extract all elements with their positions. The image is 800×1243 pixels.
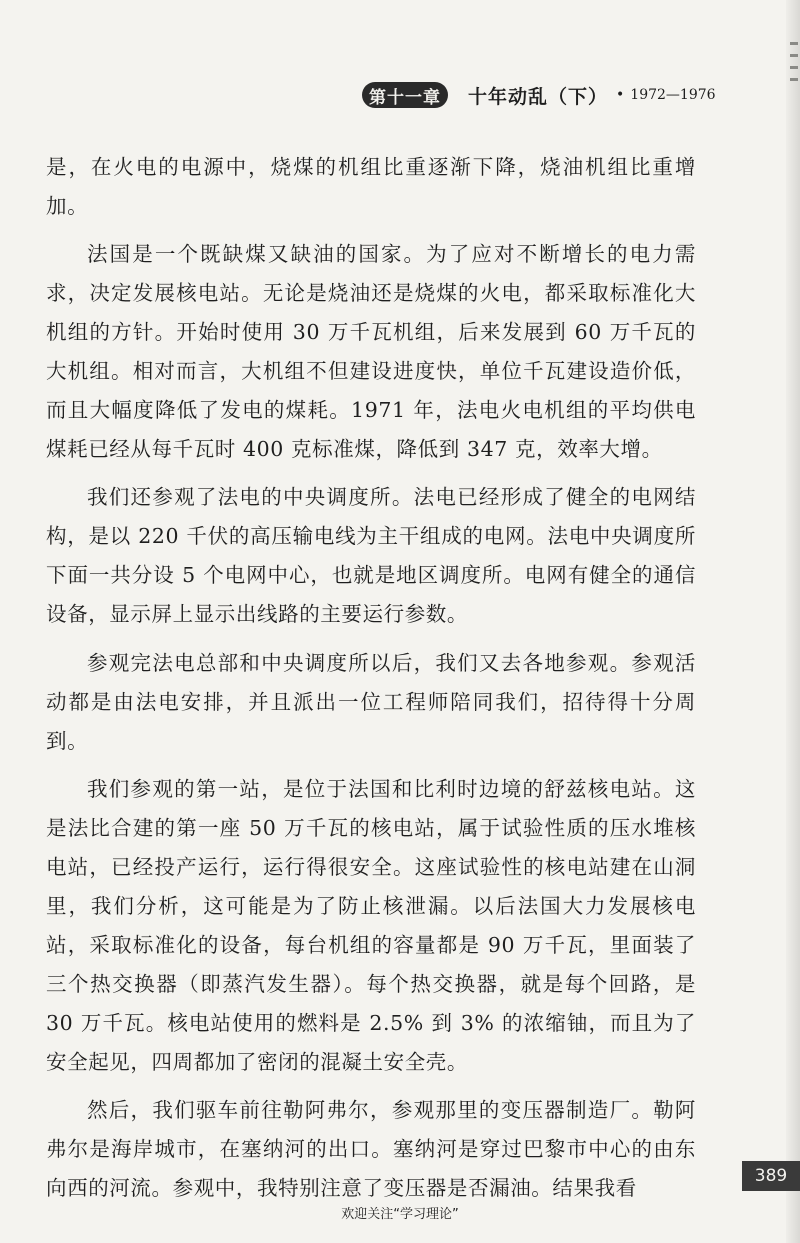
- running-header: [362, 78, 722, 112]
- paragraph: 是，在火电的电源中，烧煤的机组比重逐渐下降，烧油机组比重增加。: [46, 155, 696, 218]
- chapter-badge: 第十一章: [362, 82, 448, 108]
- edge-mark: [790, 66, 798, 69]
- paragraph: 法国是一个既缺煤又缺油的国家。为了应对不断增长的电力需求，决定发展核电站。无论是烧油还是烧煤的火电，都采取标准化大机组的方针。开始时使用 30 万千瓦机组，后来发展到 60 万千瓦的大机组。相对而言，大机组不但建设进度快，单位千瓦建设造价低，而且大幅度降低了发电的煤耗。1971 年，法电火电机组的平均供电煤耗已经从每千瓦时 400 克标准煤，降低到 347 克，效率大增。: [46, 242, 696, 462]
- paragraph: 然后，我们驱车前往勒阿弗尔，参观那里的变压器制造厂。勒阿弗尔是海岸城市，在塞纳河的出口。塞纳河是穿过巴黎市中心的由东向西的河流。参观中，我特别注意了变压器是否漏油。结果我看: [46, 1097, 696, 1200]
- paragraph: 我们参观的第一站，是位于法国和比利时边境的舒兹核电站。这是法比合建的第一座 50 万千瓦的核电站，属于试验性质的压水堆核电站，已经投产运行，运行得很安全。这座试验性的核电站建在山洞里，我们分析，这可能是为了防止核泄漏。以后法国大力发展核电站，采取标准化的设备，每台机组的容量都是 90 万千瓦，里面装了三个热交换器（即蒸汽发生器）。每个热交换器，就是每个回路，是 30 万千瓦。核电站使用的燃料是 2.5% 到 3% 的浓缩铀，而且为了安全起见，四周都加了密闭的混凝土安全壳。: [46, 776, 696, 1074]
- edge-mark: [790, 42, 798, 45]
- edge-mark: [790, 78, 798, 81]
- footer-note: 欢迎关注“学习理论”: [341, 1207, 459, 1222]
- edge-mark: [790, 54, 798, 57]
- chapter-title: 十年动乱（下）: [468, 85, 609, 108]
- page-edge: [786, 0, 800, 1243]
- paragraph: 我们还参观了法电的中央调度所。法电已经形成了健全的电网结构，是以 220 千伏的高压输电线为主干组成的电网。法电中央调度所下面一共分设 5 个电网中心，也就是地区调度所。电网有健全的通信设备，显示屏上显示出线路的主要运行参数。: [46, 485, 696, 627]
- paragraph: 参观完法电总部和中央调度所以后，我们又去各地参观。参观活动都是由法电安排，并且派出一位工程师陪同我们，招待得十分周到。: [46, 650, 696, 753]
- body-text: [46, 148, 696, 1217]
- header-separator: •: [616, 87, 625, 103]
- page-number: 389: [742, 1161, 800, 1191]
- chapter-years: 1972—1976: [630, 87, 716, 103]
